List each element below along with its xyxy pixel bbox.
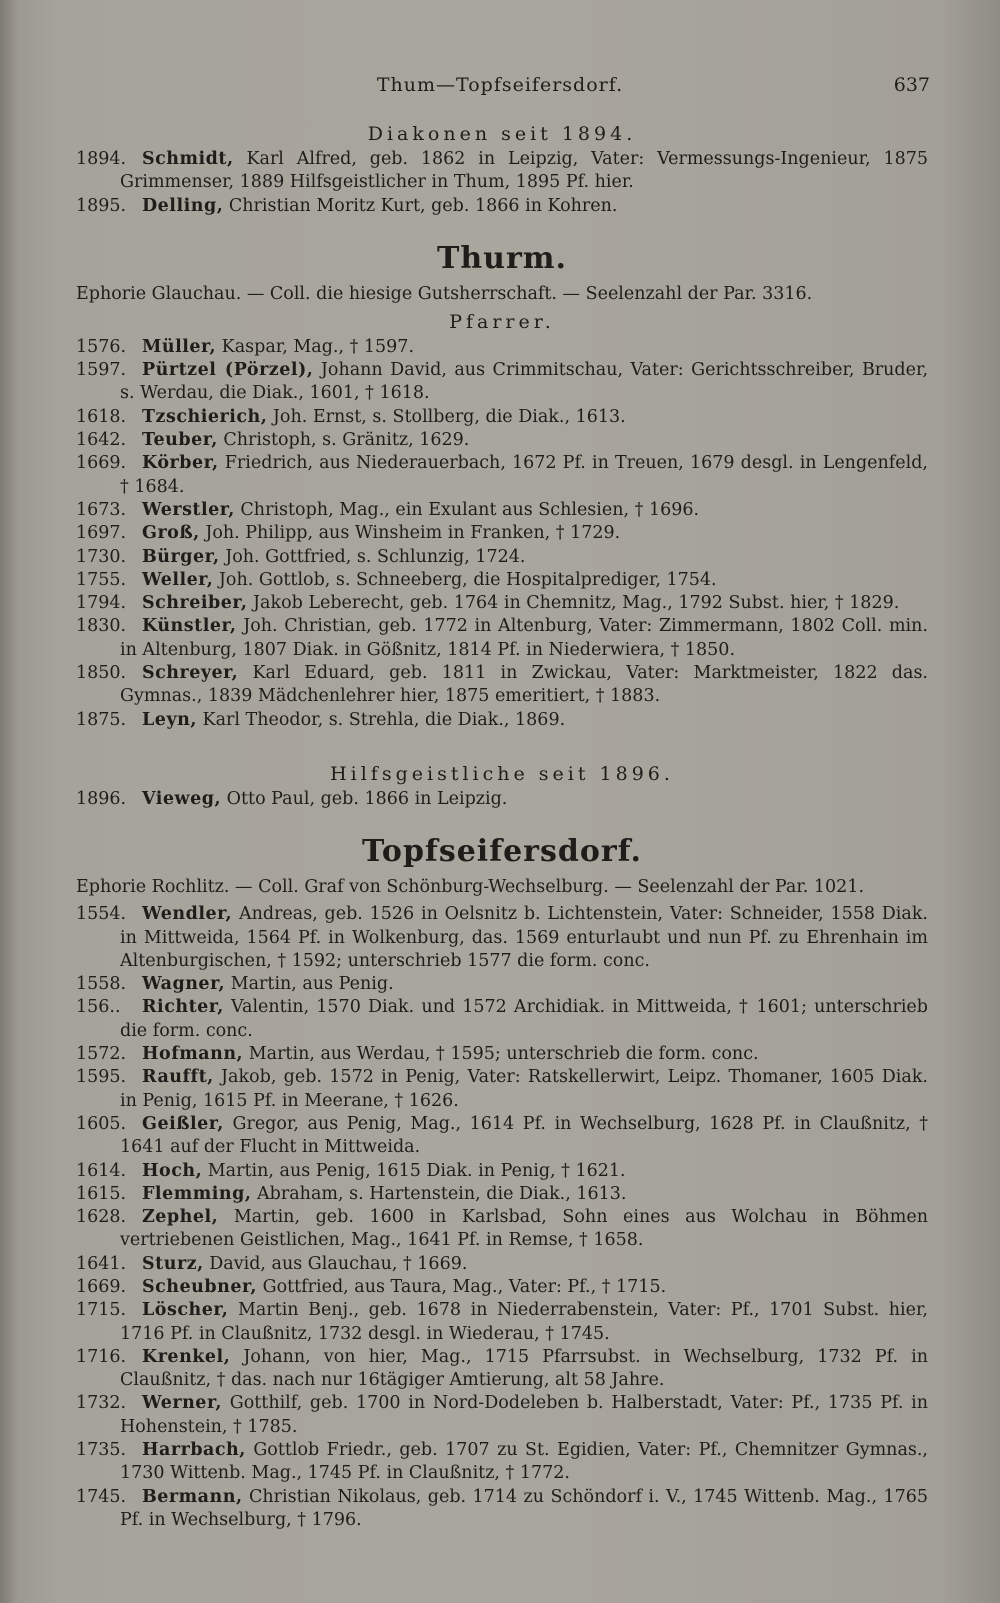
entry-surname: Werner, xyxy=(142,1393,222,1414)
entry-surname: Leyn, xyxy=(142,709,197,730)
entry-surname: Hofmann, xyxy=(142,1044,244,1065)
entry-surname: Schreyer, xyxy=(142,663,239,684)
entry-year: 1730. xyxy=(76,546,127,567)
entry-surname: Groß, xyxy=(142,523,200,544)
list-item xyxy=(76,195,928,218)
entry-year: 1875. xyxy=(76,709,127,730)
entry-year: 1669. xyxy=(76,1276,127,1297)
entry-text: Kaspar, Mag., † 1597. xyxy=(221,336,415,357)
entry-text: Gottlob Friedr., geb. 1707 zu St. Egidien, Vater: Pf., Chemnitzer Gymnas., 1730 Wittenb. Mag., 1745 Pf. in Claußnitz, † 1772. xyxy=(120,1440,928,1484)
entry-text: Joh. Philipp, aus Winsheim in Franken, † 1729. xyxy=(205,523,621,544)
entry-surname: Tzschierich, xyxy=(142,406,268,427)
entry-text: Valentin, 1570 Diak. und 1572 Archidiak. in Mittweida, † 1601; unterschrieb die form. conc. xyxy=(120,997,928,1041)
list-item xyxy=(76,522,928,545)
parish-info: Ephorie Glauchau. — Coll. die hiesige Gutsherrschaft. — Seelenzahl der Par. 3316. xyxy=(76,283,813,304)
entry-year: 1597. xyxy=(76,360,127,381)
list-item xyxy=(76,1113,928,1160)
entry-surname: Harrbach, xyxy=(142,1440,246,1461)
entry-year: 1745. xyxy=(76,1486,127,1507)
entry-surname: Delling, xyxy=(142,195,224,216)
list-item xyxy=(76,973,928,996)
list-item xyxy=(76,1392,928,1439)
parish-info: Ephorie Rochlitz. — Coll. Graf von Schönburg-Wechselburg. — Seelenzahl der Par. 1021. xyxy=(76,877,865,898)
page-number: 637 xyxy=(893,74,930,96)
entry-surname: Geißler, xyxy=(142,1113,224,1134)
list-item xyxy=(76,148,928,195)
entry-surname: Raufft, xyxy=(142,1067,214,1088)
entry-text: Johann, von hier, Mag., 1715 Pfarrsubst. in Wechselburg, 1732 Pf. in Claußnitz, † das. nach nur 16tägiger Amtierung, alt 58 Jahre. xyxy=(120,1346,928,1391)
entry-text: David, aus Glauchau, † 1669. xyxy=(209,1253,468,1274)
entry-year: 1715. xyxy=(76,1300,127,1321)
entry-list xyxy=(76,336,928,732)
entry-text: Abraham, s. Hartenstein, die Diak., 1613. xyxy=(257,1183,627,1204)
list-item xyxy=(76,359,928,406)
entry-year: 1794. xyxy=(76,593,127,614)
entry-surname: Krenkel, xyxy=(142,1346,231,1367)
entry-surname: Schreiber, xyxy=(142,593,248,614)
entry-year: 1576. xyxy=(76,336,127,357)
list-item xyxy=(76,1299,928,1346)
entry-text: Jakob Leberecht, geb. 1764 in Chemnitz, Mag., 1792 Subst. hier, † 1829. xyxy=(253,593,900,614)
list-item xyxy=(76,709,928,732)
place-heading-topfseifersdorf: Topfseifersdorf. xyxy=(362,834,642,870)
entry-surname: Zephel, xyxy=(142,1207,219,1228)
entry-surname: Bermann, xyxy=(142,1486,243,1507)
entry-surname: Vieweg, xyxy=(142,788,222,809)
entry-year: 1595. xyxy=(76,1067,127,1088)
entry-text: Christian Moritz Kurt, geb. 1866 in Kohren. xyxy=(228,195,618,216)
list-item xyxy=(76,1439,928,1486)
section-heading-diakonen: Diakonen seit 1894. xyxy=(367,123,637,145)
entry-text: Martin, aus Werdau, † 1595; unterschrieb die form. conc. xyxy=(248,1044,759,1065)
list-item xyxy=(76,429,928,452)
entry-text: Joh. Ernst, s. Stollberg, die Diak., 1613. xyxy=(272,406,626,427)
entry-text: Karl Theodor, s. Strehla, die Diak., 1869. xyxy=(202,709,566,730)
entry-year: 1554. xyxy=(76,904,127,925)
entry-text: Gotthilf, geb. 1700 in Nord-Dodeleben b. Halberstadt, Vater: Pf., 1735 Pf. in Hohenstein, † 1785. xyxy=(120,1393,928,1437)
list-item xyxy=(76,996,928,1043)
entry-surname: Körber, xyxy=(142,453,219,474)
entry-list xyxy=(76,903,928,1532)
entry-text: Jakob, geb. 1572 in Penig, Vater: Ratskellerwirt, Leipz. Thomaner, 1605 Diak. in Penig, 1615 Pf. in Meerane, † 1626. xyxy=(120,1067,928,1111)
list-item xyxy=(76,1043,928,1066)
entry-surname: Scheubner, xyxy=(142,1276,258,1297)
entry-surname: Richter, xyxy=(142,997,224,1018)
entry-surname: Wendler, xyxy=(142,904,233,925)
entry-text: Karl Alfred, geb. 1862 in Leipzig, Vater: Vermessungs-Ingenieur, 1875 Grimmenser, 1889 Hilfsgeistlicher in Thum, 1895 Pf. hier. xyxy=(120,149,928,193)
entry-list xyxy=(76,788,928,811)
list-item xyxy=(76,1183,928,1206)
entry-year: 1716. xyxy=(76,1346,127,1367)
list-item xyxy=(76,1160,928,1183)
entry-year: 1572. xyxy=(76,1044,127,1065)
entry-surname: Schmidt, xyxy=(142,149,234,169)
entry-year: 1894. xyxy=(76,149,127,169)
entry-surname: Löscher, xyxy=(142,1300,229,1321)
list-item xyxy=(76,615,928,662)
list-item xyxy=(76,903,928,973)
entry-text: Christian Nikolaus, geb. 1714 zu Schöndorf i. V., 1745 Wittenb. Mag., 1765 Pf. in Wechselburg, † 1796. xyxy=(120,1486,928,1530)
list-item xyxy=(76,662,928,709)
entry-year: 1850. xyxy=(76,663,127,684)
list-item xyxy=(76,569,928,592)
entry-surname: Sturz, xyxy=(142,1253,204,1274)
list-item xyxy=(76,1206,928,1253)
list-item xyxy=(76,546,928,569)
entry-text: Johann David, aus Crimmitschau, Vater: Gerichtsschreiber, Bruder, s. Werdau, die Diak., 1601, † 1618. xyxy=(120,360,929,404)
entry-text: Martin, aus Penig, 1615 Diak. in Penig, † 1621. xyxy=(207,1160,626,1181)
entry-text: Gregor, aus Penig, Mag., 1614 Pf. in Wechselburg, 1628 Pf. in Claußnitz, † 1641 auf der Flucht in Mittweida. xyxy=(120,1113,928,1158)
entry-surname: Hoch, xyxy=(142,1160,203,1181)
entry-year: 1735. xyxy=(76,1440,127,1461)
entry-year: 1605. xyxy=(76,1113,127,1134)
list-item xyxy=(76,406,928,429)
entry-text: Joh. Gottlob, s. Schneeberg, die Hospitalprediger, 1754. xyxy=(218,569,717,590)
list-item xyxy=(76,1486,928,1533)
entry-year: 156.. xyxy=(76,997,121,1018)
entry-text: Joh. Gottfried, s. Schlunzig, 1724. xyxy=(225,546,526,567)
list-item xyxy=(76,1276,928,1299)
entry-text: Otto Paul, geb. 1866 in Leipzig. xyxy=(226,788,508,809)
entry-surname: Künstler, xyxy=(142,616,237,637)
list-item xyxy=(76,452,928,499)
section-heading-pfarrer: Pfarrer. xyxy=(449,310,555,333)
running-header xyxy=(0,74,1000,104)
list-item xyxy=(76,788,928,811)
entry-surname: Bürger, xyxy=(142,546,220,567)
entry-year: 1618. xyxy=(76,406,127,427)
entry-year: 1732. xyxy=(76,1393,127,1414)
list-item xyxy=(76,499,928,522)
entry-list xyxy=(76,148,928,218)
entry-surname: Werstler, xyxy=(142,499,235,520)
list-item xyxy=(76,1253,928,1276)
place-heading-thurm: Thurm. xyxy=(437,240,567,276)
entry-year: 1641. xyxy=(76,1253,127,1274)
body-text xyxy=(76,118,928,1532)
entry-surname: Pürtzel (Pörzel), xyxy=(142,360,314,381)
entry-year: 1673. xyxy=(76,499,127,520)
entry-text: Joh. Christian, geb. 1772 in Altenburg, Vater: Zimmermann, 1802 Coll. min. in Altenburg, 1807 Diak. in Gößnitz, 1814 Pf. in Niederwiera, † 1850. xyxy=(120,616,928,660)
entry-surname: Teuber, xyxy=(142,430,218,451)
entry-text: Martin, geb. 1600 in Karlsbad, Sohn eines aus Wolchau in Böhmen vertriebenen Geistlichen, Mag., 1641 Pf. in Remse, † 1658. xyxy=(120,1207,928,1251)
entry-text: Karl Eduard, geb. 1811 in Zwickau, Vater: Marktmeister, 1822 das. Gymnas., 1839 Mädchenlehrer hier, 1875 emeritiert, † 1883. xyxy=(120,663,928,707)
list-item xyxy=(76,592,928,615)
entry-year: 1628. xyxy=(76,1207,127,1228)
entry-year: 1669. xyxy=(76,453,127,474)
entry-year: 1614. xyxy=(76,1160,127,1181)
entry-surname: Wagner, xyxy=(142,974,226,995)
entry-surname: Flemming, xyxy=(142,1183,252,1204)
entry-text: Christoph, Mag., ein Exulant aus Schlesien, † 1696. xyxy=(240,499,700,520)
entry-year: 1896. xyxy=(76,788,127,809)
entry-surname: Weller, xyxy=(142,569,214,590)
entry-text: Gottfried, aus Taura, Mag., Vater: Pf., † 1715. xyxy=(262,1276,667,1297)
list-item xyxy=(76,1066,928,1113)
entry-year: 1615. xyxy=(76,1183,127,1204)
running-title: Thum—Topfseifersdorf. xyxy=(376,74,624,96)
list-item xyxy=(76,1346,928,1393)
entry-text: Friedrich, aus Niederauerbach, 1672 Pf. in Treuen, 1679 desgl. in Lengenfeld, † 1684. xyxy=(120,453,928,497)
entry-surname: Müller, xyxy=(142,336,217,357)
entry-year: 1895. xyxy=(76,195,127,216)
entry-year: 1642. xyxy=(76,430,127,451)
entry-year: 1697. xyxy=(76,523,127,544)
entry-text: Andreas, geb. 1526 in Oelsnitz b. Lichtenstein, Vater: Schneider, 1558 Diak. in Mittweida, 1564 Pf. in Wolkenburg, das. 1569 enturlaubt und nun Pf. zu Ehrenhain im Altenburgischen, † 1592; unterschrieb 1577 die form. conc. xyxy=(120,904,928,971)
entry-text: Martin Benj., geb. 1678 in Niederrabenstein, Vater: Pf., 1701 Subst. hier, 1716 Pf. in Claußnitz, 1732 desgl. in Wiederau, † 1745. xyxy=(120,1300,928,1344)
entry-year: 1755. xyxy=(76,569,127,590)
spacer xyxy=(76,732,928,758)
list-item xyxy=(76,336,928,359)
section-heading-hilfsgeistliche: Hilfsgeistliche seit 1896. xyxy=(330,762,674,785)
entry-year: 1830. xyxy=(76,616,127,637)
entry-text: Martin, aus Penig. xyxy=(230,974,394,995)
entry-year: 1558. xyxy=(76,974,127,995)
entry-text: Christoph, s. Gränitz, 1629. xyxy=(223,430,470,451)
